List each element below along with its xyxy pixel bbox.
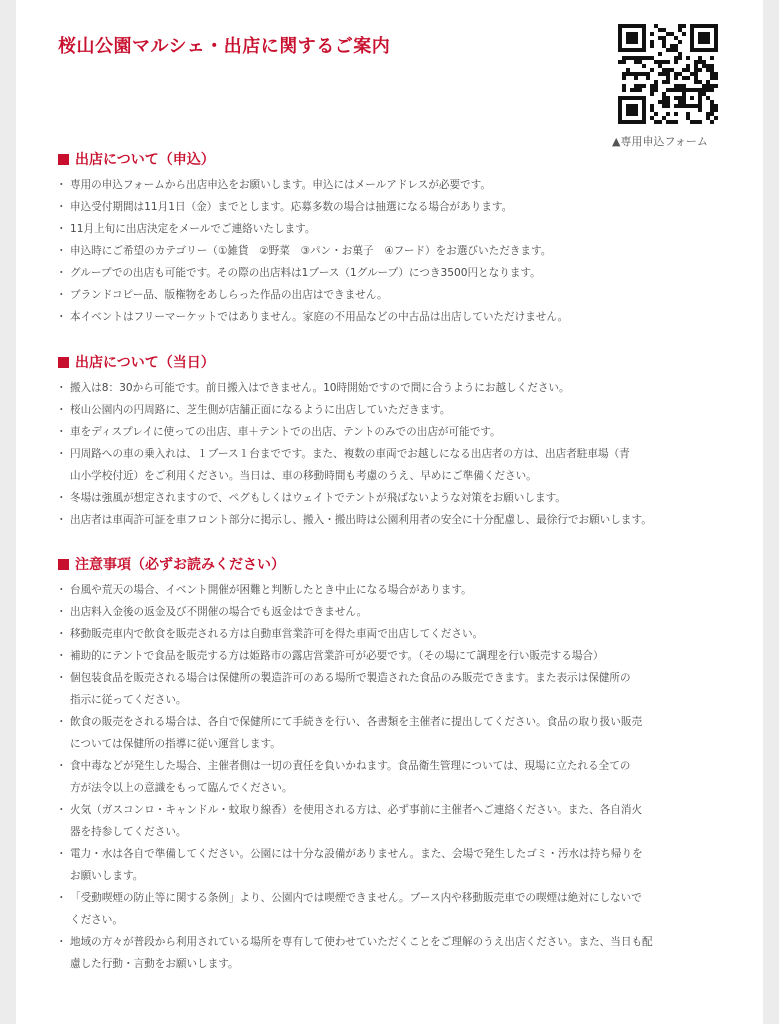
square-bullet-icon: [58, 559, 69, 570]
list-item: ・ 桜山公園内の円周路に、芝生側が店舗正面になるように出店していただきます。: [58, 399, 733, 421]
square-bullet-icon: [58, 154, 69, 165]
list-item: ・ 食中毒などが発生した場合、主催者側は一切の責任を負いかねます。食品衛生管理については、現場に立たれる全ての 方が法令以上の意識をもって臨んでください。: [58, 755, 733, 799]
list-item: ・ 出店料入金後の返金及び不開催の場合でも返金はできません。: [58, 601, 733, 623]
item-list: [58, 377, 733, 531]
list-item: ・ 11月上旬に出店決定をメールでご連絡いたします。: [58, 218, 733, 240]
list-item: ・ 車をディスプレイに使っての出店、車＋テントでの出店、テントのみでの出店が可能です。: [58, 421, 733, 443]
document-page: [16, 0, 763, 1024]
section-heading-label: 出店について（申込）: [75, 152, 215, 168]
list-item: ・ 冬場は強風が想定されますので、ペグもしくはウェイトでテントが飛ばないような対策をお願いします。: [58, 487, 733, 509]
list-item: ・ 地域の方々が普段から利用されている場所を専有して使わせていただくことをご理解のうえ出店ください。また、当日も配 慮した行動・言動をお願いします。: [58, 931, 733, 975]
item-list: [58, 174, 733, 328]
section-notes: [58, 555, 733, 975]
list-item: ・ 「受動喫煙の防止等に関する条例」より、公園内では喫煙できません。ブース内や移動販売車での喫煙は絶対にしないで ください。: [58, 887, 733, 931]
qr-code-icon[interactable]: [618, 24, 718, 124]
list-item: ・ 専用の申込フォームから出店申込をお願いします。申込にはメールアドレスが必要です。: [58, 174, 733, 196]
item-list: [58, 579, 733, 975]
list-item: ・ 飲食の販売をされる場合は、各自で保健所にて手続きを行い、各書類を主催者に提出してください。食品の取り扱い販売 については保健所の指導に従い運営します。: [58, 711, 733, 755]
list-item: ・ 搬入は8：30から可能です。前日搬入はできません。10時開始ですので間に合うようにお越しください。: [58, 377, 733, 399]
section-heading: [58, 353, 733, 373]
list-item: ・ 本イベントはフリーマーケットではありません。家庭の不用品などの中古品は出店していただけません。: [58, 306, 733, 328]
list-item: ・ 出店者は車両許可証を車フロント部分に掲示し、搬入・搬出時は公園利用者の安全に十分配慮し、最徐行でお願いします。: [58, 509, 733, 531]
section-heading: [58, 555, 733, 575]
list-item: ・ 個包装食品を販売される場合は保健所の製造許可のある場所で製造された食品のみ販売できます。また表示は保健所の 指示に従ってください。: [58, 667, 733, 711]
section-heading: [58, 150, 733, 170]
page-title: 桜山公園マルシェ・出店に関するご案内: [58, 36, 391, 57]
list-item: ・ 申込受付期間は11月1日（金）までとします。応募多数の場合は抽選になる場合があります。: [58, 196, 733, 218]
list-item: ・ 台風や荒天の場合、イベント開催が困難と判断したとき中止になる場合があります。: [58, 579, 733, 601]
list-item: ・ グループでの出店も可能です。その際の出店料は1ブース（1グループ）につき3500円となります。: [58, 262, 733, 284]
section-event-day: [58, 353, 733, 531]
list-item: ・ ブランドコピー品、版権物をあしらった作品の出店はできません。: [58, 284, 733, 306]
section-application: [58, 150, 733, 328]
list-item: ・ 補助的にテントで食品を販売する方は姫路市の露店営業許可が必要です。（その場にて調理を行い販売する場合）: [58, 645, 733, 667]
square-bullet-icon: [58, 357, 69, 368]
list-item: ・ 申込時にご希望のカテゴリー（①雑貨 ②野菜 ③パン・お菓子 ④フード）をお選びいただきます。: [58, 240, 733, 262]
section-heading-label: 注意事項（必ずお読みください）: [75, 557, 285, 573]
list-item: ・ 移動販売車内で飲食を販売される方は自動車営業許可を得た車両で出店してください。: [58, 623, 733, 645]
list-item: ・ 円周路への車の乗入れは、１ブース１台までです。また、複数の車両でお越しになる出店者の方は、出店者駐車場（青 山小学校付近）をご利用ください。当日は、車の移動時間も考慮のうえ、早めにご準備ください。: [58, 443, 733, 487]
list-item: ・ 電力・水は各自で準備してください。公園には十分な設備がありません。また、会場で発生したゴミ・汚水は持ち帰りを お願いします。: [58, 843, 733, 887]
list-item: ・ 火気（ガスコンロ・キャンドル・蚊取り線香）を使用される方は、必ず事前に主催者へご連絡ください。また、各自消火 器を持参してください。: [58, 799, 733, 843]
section-heading-label: 出店について（当日）: [75, 355, 215, 371]
qr-caption: ▲専用申込フォーム: [612, 135, 708, 148]
